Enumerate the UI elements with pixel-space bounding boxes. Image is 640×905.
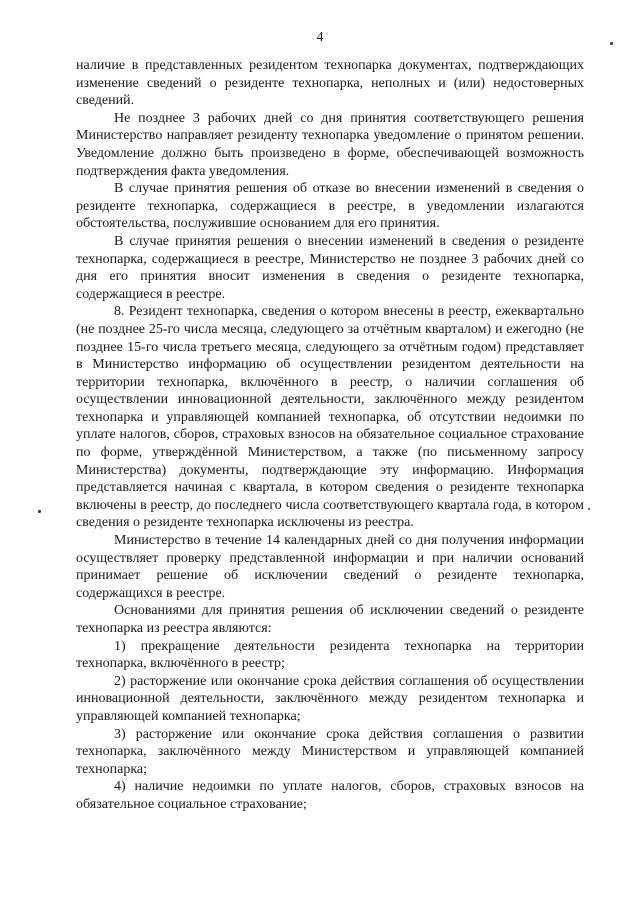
paragraph-notification-deadline: Не позднее 3 рабочих дней со дня принятия соответствующего решения Министерство направляет резиденту технопарка уведомление о принятом решении. Уведомление должно быть произведено в форме, обеспечивающей возможность подтверждения факта уведомления. xyxy=(76,110,584,179)
document-body xyxy=(76,57,584,814)
list-item-2: 2) расторжение или окончание срока действия соглашения об осуществлении инновационной деятельности, заключённого между резидентом технопарка и управляющей компанией технопарка; xyxy=(76,673,584,724)
paragraph-refusal-case: В случае принятия решения об отказе во внесении изменений в сведения о резиденте технопарка, содержащиеся в реестре, в уведомлении излагаются обстоятельства, послужившие основанием для его принятия. xyxy=(76,181,584,232)
page-number: 4 xyxy=(316,30,324,45)
scan-speck xyxy=(38,510,41,513)
paragraph-exclusion-grounds: Основаниями для принятия решения об исключении сведений о резиденте технопарка из реестра являются: xyxy=(76,603,584,636)
paragraph-ministry-review: Министерство в течение 14 календарных дней со дня получения информации осуществляет проверку представленной информации и при наличии оснований принимает решение об исключении сведений о резиденте технопарка, содержащихся в реестре. xyxy=(76,533,584,601)
paragraph-continuation: наличие в представленных резидентом технопарка документах, подтверждающих изменение сведений о резиденте технопарка, неполных и (или) недостоверных сведений. xyxy=(76,58,584,109)
paragraph-item-8: 8. Резидент технопарка, сведения о котором внесены в реестр, ежеквартально (не позднее 25-го числа месяца, следующего за отчётным кварталом) и ежегодно (не позднее 15-го числа третьего месяца, следующего за отчётным годом) представляет в Министерство информацию об осуществлении резидентом деятельности на территории технопарка, включённого в реестр, о наличии соглашения об осуществлении инновационной деятельности, заключённого между резидентом технопарка и управляющей компанией технопарка, об отсутствии недоимки по уплате налогов, сборов, страховых взносов на обязательное социальное страхование по форме, утверждённой Министерством, а также (по письменному запросу Министерства) документы, подтверждающие эту информацию. Информация представляется начиная с квартала, в котором сведения о резиденте технопарка включены в реестр, до последнего числа соответствующего квартала года, в котором сведения о резиденте технопарка исключены из реестра. xyxy=(76,304,584,531)
list-item-1: 1) прекращение деятельности резидента технопарка на территории технопарка, включённого в реестр; xyxy=(76,638,584,672)
list-item-3: 3) расторжение или окончание срока действия соглашения о развитии технопарка, заключённого между Министерством и управляющей компанией технопарка; xyxy=(76,726,584,777)
scan-speck xyxy=(610,42,613,45)
scan-speck xyxy=(588,508,590,510)
paragraph-approval-case: В случае принятия решения о внесении изменений в сведения о резиденте технопарка, содержащиеся в реестре, Министерство не позднее 3 рабочих дней со дня его принятия вносит изменения в сведения о резиденте технопарка, содержащиеся в реестре. xyxy=(76,233,584,302)
list-item-4: 4) наличие недоимки по уплате налогов, сборов, страховых взносов на обязательное социальное страхование; xyxy=(76,779,584,812)
